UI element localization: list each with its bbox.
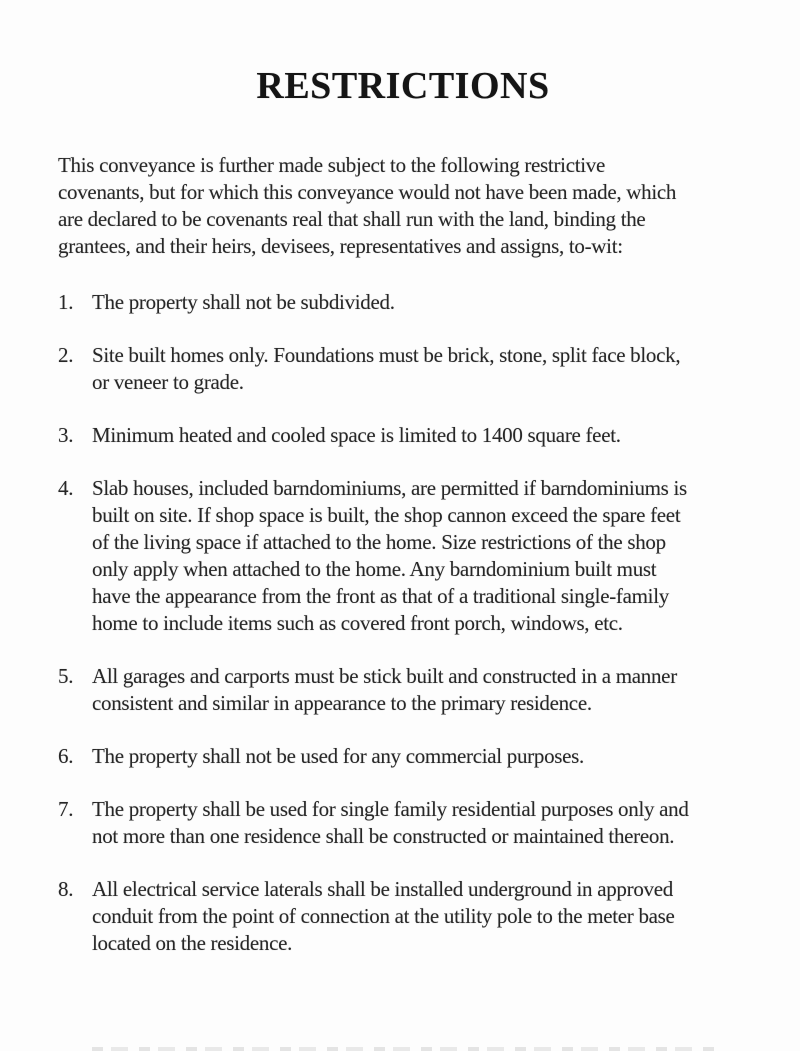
intro-paragraph	[58, 152, 748, 260]
covenant-number: 7.	[58, 797, 74, 821]
covenant-line: built on site. If shop space is built, the shop cannon exceed the spare feet	[92, 503, 681, 527]
covenant-text	[92, 796, 748, 850]
intro-line: covenants, but for which this conveyance would not have been made, which	[58, 180, 677, 204]
covenant-line: All electrical service laterals shall be installed underground in approved	[92, 877, 673, 901]
covenant-line: Minimum heated and cooled space is limited to 1400 square feet.	[92, 423, 621, 447]
covenant-text	[92, 289, 748, 316]
covenant-line: conduit from the point of connection at the utility pole to the meter base	[92, 904, 675, 928]
covenant-number: 8.	[58, 877, 74, 901]
covenant-line: or veneer to grade.	[92, 370, 244, 394]
covenant-text	[92, 475, 748, 637]
covenant-number: 1.	[58, 290, 74, 314]
covenant-item	[58, 876, 748, 957]
covenant-line: located on the residence.	[92, 931, 293, 955]
covenant-item	[58, 475, 748, 637]
covenant-item	[58, 663, 748, 717]
covenant-line: of the living space if attached to the home. Size restrictions of the shop	[92, 530, 666, 554]
cutoff-text-remnant	[92, 1047, 722, 1051]
covenant-item	[58, 289, 748, 316]
covenant-number: 4.	[58, 476, 74, 500]
covenant-line: The property shall be used for single family residential purposes only and	[92, 797, 689, 821]
covenant-line: The property shall not be subdivided.	[92, 290, 395, 314]
covenant-line: The property shall not be used for any commercial purposes.	[92, 744, 584, 768]
covenant-item	[58, 796, 748, 850]
covenant-line: Site built homes only. Foundations must be brick, stone, split face block,	[92, 343, 681, 367]
covenant-number: 2.	[58, 343, 74, 367]
intro-line: are declared to be covenants real that shall run with the land, binding the	[58, 207, 646, 231]
covenant-item	[58, 743, 748, 770]
covenant-item	[58, 422, 748, 449]
covenant-line: have the appearance from the front as that of a traditional single-family	[92, 584, 669, 608]
covenant-number: 5.	[58, 664, 74, 688]
covenant-text	[92, 422, 748, 449]
document-title: RESTRICTIONS	[256, 65, 550, 107]
intro-line: grantees, and their heirs, devisees, representatives and assigns, to-wit:	[58, 234, 623, 258]
covenant-line: Slab houses, included barndominiums, are permitted if barndominiums is	[92, 476, 687, 500]
covenant-text	[92, 743, 748, 770]
covenant-line: All garages and carports must be stick built and constructed in a manner	[92, 664, 677, 688]
intro-line: This conveyance is further made subject to the following restrictive	[58, 153, 606, 177]
covenant-text	[92, 342, 748, 396]
covenant-list	[58, 289, 748, 957]
covenant-line: not more than one residence shall be constructed or maintained thereon.	[92, 824, 675, 848]
covenant-line: consistent and similar in appearance to the primary residence.	[92, 691, 592, 715]
covenant-text	[92, 876, 748, 957]
covenant-text	[92, 663, 748, 717]
covenant-line: only apply when attached to the home. Any barndominium built must	[92, 557, 657, 581]
covenant-line: home to include items such as covered front porch, windows, etc.	[92, 611, 623, 635]
covenant-item	[58, 342, 748, 396]
covenant-number: 6.	[58, 744, 74, 768]
covenant-number: 3.	[58, 423, 74, 447]
